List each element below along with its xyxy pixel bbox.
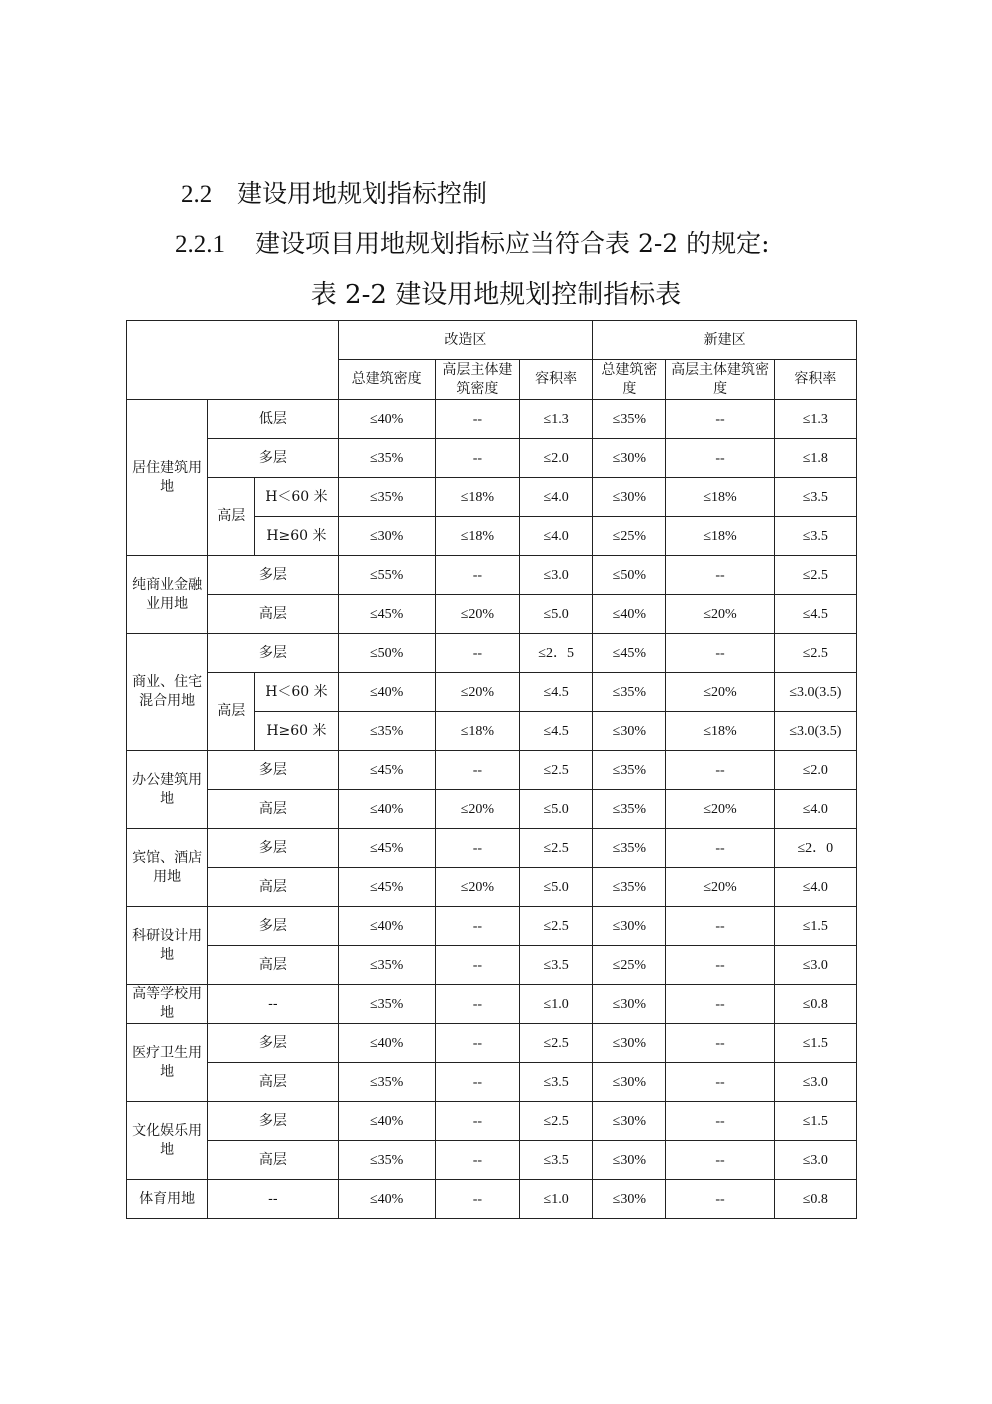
value-cell: ≤35% bbox=[338, 712, 435, 751]
level-cell: 多层 bbox=[208, 634, 338, 673]
value-cell: ≤2.5 bbox=[774, 634, 856, 673]
table-row bbox=[127, 985, 857, 1024]
value-cell: ≤35% bbox=[593, 673, 666, 712]
value-cell: ≤2.5 bbox=[520, 907, 593, 946]
value-cell: ≤3.0 bbox=[774, 1141, 856, 1180]
value-cell: ≤30% bbox=[593, 1063, 666, 1102]
value-cell: ≤35% bbox=[338, 946, 435, 985]
value-cell: ≤0.8 bbox=[774, 985, 856, 1024]
value-cell: ≤4.5 bbox=[520, 673, 593, 712]
value-cell: ≤0.8 bbox=[774, 1180, 856, 1219]
value-cell: -- bbox=[666, 1024, 774, 1063]
value-cell: ≤5.0 bbox=[520, 790, 593, 829]
value-cell: ≤2．0 bbox=[774, 829, 856, 868]
value-cell: -- bbox=[666, 751, 774, 790]
value-cell: -- bbox=[435, 1102, 519, 1141]
value-cell: ≤25% bbox=[593, 517, 666, 556]
category-cell: 商业、住宅混合用地 bbox=[127, 634, 208, 751]
category-cell: 科研设计用地 bbox=[127, 907, 208, 985]
column-header: 高层主体建筑密度 bbox=[666, 360, 774, 400]
value-cell: ≤20% bbox=[666, 673, 774, 712]
level-cell: 高层 bbox=[208, 673, 255, 751]
value-cell: ≤30% bbox=[593, 1141, 666, 1180]
column-header: 总建筑密度 bbox=[593, 360, 666, 400]
value-cell: ≤3.0(3.5) bbox=[774, 673, 856, 712]
table-row bbox=[127, 439, 857, 478]
table-row bbox=[127, 400, 857, 439]
height-cell: H＜60 米 bbox=[255, 673, 338, 712]
value-cell: -- bbox=[435, 634, 519, 673]
value-cell: ≤45% bbox=[338, 595, 435, 634]
table-row bbox=[127, 1063, 857, 1102]
table-row bbox=[127, 790, 857, 829]
value-cell: ≤5.0 bbox=[520, 868, 593, 907]
value-cell: ≤3.0 bbox=[520, 556, 593, 595]
value-cell: ≤2.0 bbox=[774, 751, 856, 790]
value-cell: -- bbox=[435, 751, 519, 790]
level-cell: 多层 bbox=[208, 751, 338, 790]
value-cell: ≤3.0 bbox=[774, 1063, 856, 1102]
value-cell: ≤35% bbox=[338, 1063, 435, 1102]
level-cell: -- bbox=[208, 1180, 338, 1219]
indicator-table bbox=[126, 320, 857, 1219]
value-cell: ≤40% bbox=[338, 673, 435, 712]
table-row bbox=[127, 907, 857, 946]
value-cell: -- bbox=[435, 1063, 519, 1102]
level-cell: 高层 bbox=[208, 478, 255, 556]
category-cell: 医疗卫生用地 bbox=[127, 1024, 208, 1102]
value-cell: ≤4.5 bbox=[520, 712, 593, 751]
value-cell: ≤3.5 bbox=[774, 517, 856, 556]
table-row bbox=[127, 751, 857, 790]
value-cell: -- bbox=[435, 400, 519, 439]
group-header-new: 新建区 bbox=[593, 321, 857, 360]
subsection-number: 2.2.1 bbox=[175, 231, 225, 258]
value-cell: -- bbox=[666, 634, 774, 673]
value-cell: ≤1.8 bbox=[774, 439, 856, 478]
value-cell: ≤18% bbox=[666, 517, 774, 556]
table-row bbox=[127, 946, 857, 985]
value-cell: ≤2.0 bbox=[520, 439, 593, 478]
value-cell: ≤3.5 bbox=[774, 478, 856, 517]
value-cell: ≤30% bbox=[593, 478, 666, 517]
value-cell: ≤1.3 bbox=[774, 400, 856, 439]
level-cell: 高层 bbox=[208, 1141, 338, 1180]
level-cell: 多层 bbox=[208, 556, 338, 595]
value-cell: -- bbox=[666, 946, 774, 985]
level-cell: 高层 bbox=[208, 790, 338, 829]
value-cell: ≤35% bbox=[593, 751, 666, 790]
value-cell: ≤40% bbox=[338, 1024, 435, 1063]
value-cell: ≤30% bbox=[593, 907, 666, 946]
category-cell: 宾馆、酒店用地 bbox=[127, 829, 208, 907]
table-row bbox=[127, 595, 857, 634]
category-cell: 文化娱乐用地 bbox=[127, 1102, 208, 1180]
table-row bbox=[127, 1102, 857, 1141]
level-cell: 高层 bbox=[208, 1063, 338, 1102]
value-cell: ≤35% bbox=[338, 478, 435, 517]
table-row bbox=[127, 1024, 857, 1063]
value-cell: ≤30% bbox=[593, 439, 666, 478]
value-cell: ≤55% bbox=[338, 556, 435, 595]
value-cell: ≤35% bbox=[338, 1141, 435, 1180]
value-cell: ≤4.0 bbox=[774, 868, 856, 907]
value-cell: ≤30% bbox=[593, 712, 666, 751]
value-cell: -- bbox=[666, 1063, 774, 1102]
value-cell: ≤40% bbox=[338, 790, 435, 829]
value-cell: -- bbox=[666, 439, 774, 478]
section-heading bbox=[181, 174, 487, 210]
value-cell: ≤4.0 bbox=[520, 478, 593, 517]
value-cell: ≤35% bbox=[593, 868, 666, 907]
value-cell: ≤20% bbox=[666, 868, 774, 907]
value-cell: ≤45% bbox=[338, 751, 435, 790]
level-cell: -- bbox=[208, 985, 338, 1024]
value-cell: ≤20% bbox=[435, 595, 519, 634]
level-cell: 低层 bbox=[208, 400, 338, 439]
value-cell: ≤5.0 bbox=[520, 595, 593, 634]
value-cell: ≤18% bbox=[435, 478, 519, 517]
value-cell: ≤18% bbox=[666, 712, 774, 751]
value-cell: ≤2.5 bbox=[520, 1102, 593, 1141]
category-cell: 高等学校用地 bbox=[127, 985, 208, 1024]
level-cell: 多层 bbox=[208, 907, 338, 946]
table-row bbox=[127, 829, 857, 868]
value-cell: ≤45% bbox=[338, 829, 435, 868]
value-cell: ≤3.5 bbox=[520, 946, 593, 985]
category-cell: 办公建筑用地 bbox=[127, 751, 208, 829]
level-cell: 高层 bbox=[208, 595, 338, 634]
column-header: 高层主体建筑密度 bbox=[435, 360, 519, 400]
value-cell: ≤40% bbox=[338, 1180, 435, 1219]
value-cell: ≤35% bbox=[338, 439, 435, 478]
value-cell: ≤18% bbox=[435, 517, 519, 556]
value-cell: -- bbox=[666, 400, 774, 439]
value-cell: ≤2．5 bbox=[520, 634, 593, 673]
value-cell: ≤35% bbox=[593, 400, 666, 439]
group-header-renovation: 改造区 bbox=[338, 321, 593, 360]
table-row bbox=[127, 478, 857, 517]
value-cell: ≤3.0 bbox=[774, 946, 856, 985]
category-cell: 纯商业金融业用地 bbox=[127, 556, 208, 634]
value-cell: ≤20% bbox=[435, 868, 519, 907]
value-cell: ≤45% bbox=[593, 634, 666, 673]
value-cell: ≤18% bbox=[666, 478, 774, 517]
column-header: 容积率 bbox=[774, 360, 856, 400]
subsection-title: 建设项目用地规划指标应当符合表 2-2 的规定: bbox=[255, 229, 770, 258]
value-cell: ≤1.5 bbox=[774, 1024, 856, 1063]
table-row bbox=[127, 1180, 857, 1219]
value-cell: ≤30% bbox=[593, 1180, 666, 1219]
height-cell: H≥60 米 bbox=[255, 712, 338, 751]
value-cell: -- bbox=[435, 829, 519, 868]
value-cell: -- bbox=[666, 556, 774, 595]
value-cell: ≤40% bbox=[338, 1102, 435, 1141]
column-header: 总建筑密度 bbox=[338, 360, 435, 400]
value-cell: ≤3.0(3.5) bbox=[774, 712, 856, 751]
value-cell: ≤3.5 bbox=[520, 1141, 593, 1180]
value-cell: -- bbox=[666, 1102, 774, 1141]
value-cell: ≤30% bbox=[593, 985, 666, 1024]
corner-cell bbox=[127, 321, 339, 400]
value-cell: ≤4.5 bbox=[774, 595, 856, 634]
value-cell: -- bbox=[435, 1024, 519, 1063]
table-row bbox=[127, 1141, 857, 1180]
value-cell: ≤2.5 bbox=[774, 556, 856, 595]
value-cell: ≤1.5 bbox=[774, 907, 856, 946]
table-row bbox=[127, 673, 857, 712]
value-cell: ≤25% bbox=[593, 946, 666, 985]
value-cell: ≤40% bbox=[338, 907, 435, 946]
value-cell: ≤30% bbox=[593, 1024, 666, 1063]
value-cell: ≤1.0 bbox=[520, 1180, 593, 1219]
level-cell: 高层 bbox=[208, 946, 338, 985]
value-cell: -- bbox=[666, 829, 774, 868]
value-cell: ≤1.3 bbox=[520, 400, 593, 439]
value-cell: ≤4.0 bbox=[520, 517, 593, 556]
value-cell: -- bbox=[435, 1141, 519, 1180]
table-row bbox=[127, 634, 857, 673]
value-cell: ≤1.5 bbox=[774, 1102, 856, 1141]
value-cell: ≤40% bbox=[593, 595, 666, 634]
value-cell: -- bbox=[666, 985, 774, 1024]
value-cell: ≤20% bbox=[435, 673, 519, 712]
value-cell: -- bbox=[435, 1180, 519, 1219]
category-cell: 居住建筑用地 bbox=[127, 400, 208, 556]
value-cell: ≤35% bbox=[593, 790, 666, 829]
table-row bbox=[127, 556, 857, 595]
column-header: 容积率 bbox=[520, 360, 593, 400]
value-cell: ≤35% bbox=[593, 829, 666, 868]
section-title: 建设用地规划指标控制 bbox=[237, 179, 488, 208]
height-cell: H≥60 米 bbox=[255, 517, 338, 556]
level-cell: 多层 bbox=[208, 1102, 338, 1141]
value-cell: ≤1.0 bbox=[520, 985, 593, 1024]
value-cell: ≤3.5 bbox=[520, 1063, 593, 1102]
value-cell: ≤30% bbox=[593, 1102, 666, 1141]
level-cell: 高层 bbox=[208, 868, 338, 907]
value-cell: -- bbox=[666, 1180, 774, 1219]
value-cell: ≤35% bbox=[338, 985, 435, 1024]
value-cell: ≤40% bbox=[338, 400, 435, 439]
value-cell: ≤2.5 bbox=[520, 751, 593, 790]
level-cell: 多层 bbox=[208, 1024, 338, 1063]
value-cell: ≤20% bbox=[435, 790, 519, 829]
section-number: 2.2 bbox=[181, 181, 213, 208]
value-cell: -- bbox=[666, 907, 774, 946]
table-caption: 表 2-2 建设用地规划控制指标表 bbox=[310, 280, 682, 310]
value-cell: -- bbox=[435, 946, 519, 985]
value-cell: -- bbox=[435, 556, 519, 595]
value-cell: -- bbox=[435, 907, 519, 946]
value-cell: ≤20% bbox=[666, 790, 774, 829]
value-cell: -- bbox=[666, 1141, 774, 1180]
height-cell: H＜60 米 bbox=[255, 478, 338, 517]
level-cell: 多层 bbox=[208, 829, 338, 868]
value-cell: -- bbox=[435, 985, 519, 1024]
value-cell: ≤20% bbox=[666, 595, 774, 634]
value-cell: ≤2.5 bbox=[520, 829, 593, 868]
value-cell: ≤2.5 bbox=[520, 1024, 593, 1063]
value-cell: ≤45% bbox=[338, 868, 435, 907]
value-cell: ≤4.0 bbox=[774, 790, 856, 829]
table-row bbox=[127, 868, 857, 907]
category-cell: 体育用地 bbox=[127, 1180, 208, 1219]
subsection-heading bbox=[175, 224, 770, 260]
value-cell: ≤50% bbox=[593, 556, 666, 595]
level-cell: 多层 bbox=[208, 439, 338, 478]
value-cell: ≤50% bbox=[338, 634, 435, 673]
value-cell: -- bbox=[435, 439, 519, 478]
value-cell: ≤18% bbox=[435, 712, 519, 751]
value-cell: ≤30% bbox=[338, 517, 435, 556]
